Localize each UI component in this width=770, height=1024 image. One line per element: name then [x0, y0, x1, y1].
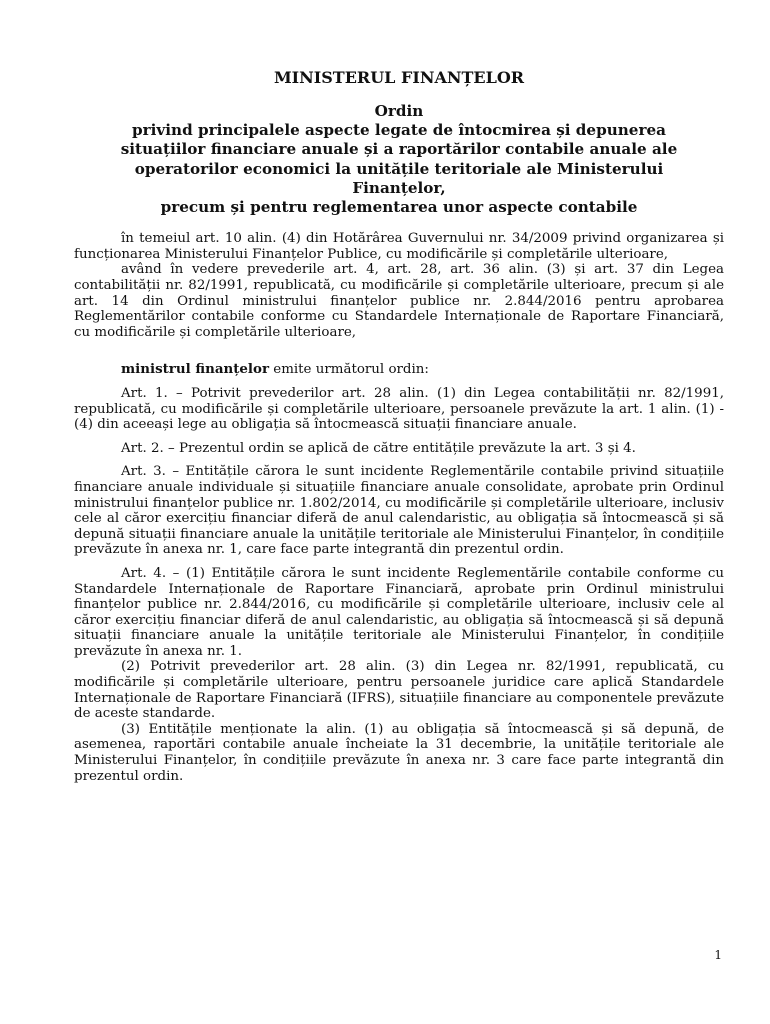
article-4-paragraph-1: Art. 4. – (1) Entitățile cărora le sunt incidente Reglementările contabile conforme cu Standardele Internaționale de Raportare Financiară, aprobate prin Ordinul ministrului finanțelor publice nr. 2.844/2016, cu modificările și completările ulterioare, inclusiv cele al căror exercițiu financiar diferă de anul calendaristic, au obligația să întocmească și să depună situații financiare anuale la unitățile teritoriale ale Ministerului Finanțelor, în condițiile prevăzute în anexa nr. 1. [74, 565, 724, 659]
title-line: precum și pentru reglementarea unor aspecte contabile [160, 198, 638, 217]
document-body [74, 68, 724, 784]
order-title [74, 102, 724, 217]
article-1: Art. 1. – Potrivit prevederilor art. 28 alin. (1) din Legea contabilității nr. 82/1991, republicată, cu modificările și completările ulterioare, persoanele prevăzute la art. 1 alin. (1) - (4) din aceeași lege au obligația să întocmească situații financiare anuale. [74, 385, 724, 433]
article-4-paragraph-2: (2) Potrivit prevederilor art. 28 alin. (3) din Legea nr. 82/1991, republicată, cu modificările și completările ulterioare, pentru persoanele juridice care aplică Standardele Internaționale de Raportare Financiară (IFRS), situațiile financiare au componentele prevăzute de aceste standarde. [74, 659, 724, 722]
article-3: Art. 3. – Entitățile cărora le sunt incidente Reglementările contabile privind situațiile financiare anuale individuale și situațiile financiare anuale consolidate, aprobate prin Ordinul ministrului finanțelor publice nr. 1.802/2014, cu modificările și completările ulterioare, inclusiv cele al căror exercițiu financiar diferă de anul calendaristic, au obligația să întocmească și să depună situații financiare anuale la unitățile teritoriale ale Ministerului Finanțelor, în condițiile prevăzute în anexa nr. 1, care face parte integrantă din prezentul ordin. [74, 464, 724, 558]
preamble-considering: având în vedere prevederile art. 4, art. 28, art. 36 alin. (3) și art. 37 din Legea contabilității nr. 82/1991, republicată, cu modificările și completările ulterioare, precum și ale art. 14 din Ordinul ministrului finanțelor publice nr. 2.844/2016 pentru aprobarea Reglementărilor contabile conforme cu Standardele Internaționale de Raportare Financiară, cu modificările și completările ulterioare, [74, 262, 724, 340]
title-line: situațiilor financiare anuale și a raportărilor contabile anuale ale [120, 140, 678, 159]
ministry-heading: MINISTERUL FINANȚELOR [273, 68, 525, 87]
emits-text: emite următorul ordin: [269, 362, 429, 378]
title-line: operatorilor economici la unitățile teritoriale ale Ministerului [134, 159, 664, 178]
page-number: 1 [714, 948, 722, 962]
preamble-legal-basis: în temeiul art. 10 alin. (4) din Hotărârea Guvernului nr. 34/2009 privind organizarea și funcționarea Ministerului Finanțelor Publice, cu modificările și completările ulterioare, [74, 231, 724, 262]
emits-order-line [74, 362, 724, 378]
title-line: Finanțelor, [352, 178, 446, 197]
article-2: Art. 2. – Prezentul ordin se aplică de către entitățile prevăzute la art. 3 și 4. [121, 440, 636, 456]
title-line: Ordin [374, 102, 424, 120]
minister-name: ministrul finanțelor [121, 361, 270, 378]
article-4-paragraph-3: (3) Entitățile menționate la alin. (1) au obligația să întocmească și să depună, de asemenea, raportări contabile anuale încheiate la 31 decembrie, la unitățile teritoriale ale Ministerului Finanțelor, în condițiile prevăzute în anexa nr. 3 care face parte integrantă din prezentul ordin. [74, 721, 724, 784]
title-line: privind principalele aspecte legate de întocmirea și depunerea [132, 121, 666, 140]
